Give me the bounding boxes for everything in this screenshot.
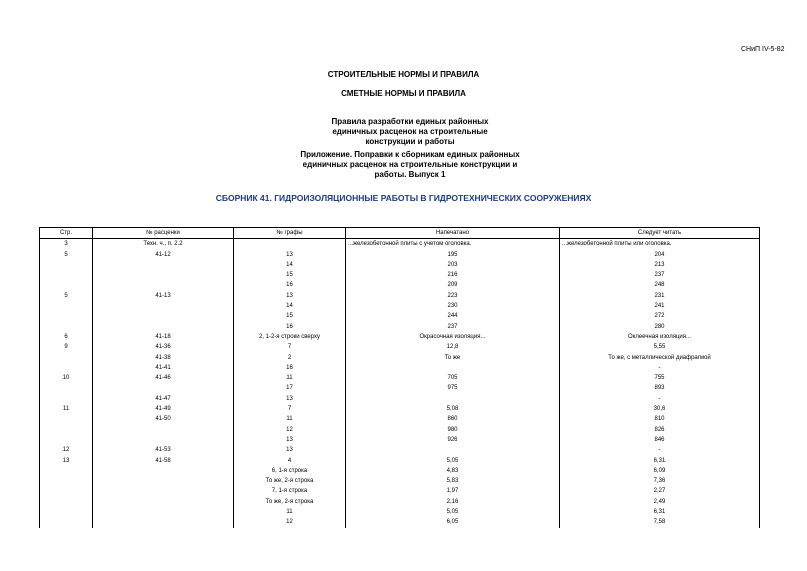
cell-printed: 926: [346, 435, 560, 445]
cell-rate-no: 41-58: [93, 456, 234, 466]
table-row: [40, 404, 760, 414]
cell-page: [40, 260, 93, 270]
heading-building-norms: СТРОИТЕЛЬНЫЕ НОРМЫ И ПРАВИЛА: [327, 70, 480, 79]
heading-estimate-norms: СМЕТНЫЕ НОРМЫ И ПРАВИЛА: [341, 89, 466, 98]
cell-rate-no: 41-36: [93, 342, 234, 352]
cell-rate-no: [93, 425, 234, 435]
cell-printed: 980: [346, 425, 560, 435]
cell-page: [40, 486, 93, 496]
table-row: [40, 466, 760, 476]
cell-column-no: 16: [234, 322, 346, 332]
cell-should-read: 231: [560, 291, 760, 301]
cell-column-no: 13: [234, 394, 346, 404]
cell-printed: [346, 363, 560, 373]
cell-page: 9: [40, 342, 93, 352]
cell-should-read: 30,6: [560, 404, 760, 414]
cell-page: 5: [40, 291, 93, 301]
table-row: [40, 280, 760, 290]
cell-page: [40, 507, 93, 517]
cell-should-read: 846: [560, 435, 760, 445]
cell-column-no: 7: [234, 342, 346, 352]
cell-should-read: -: [560, 363, 760, 373]
cell-rate-no: [93, 280, 234, 290]
heading-collection: СБОРНИК 41. ГИДРОИЗОЛЯЦИОННЫЕ РАБОТЫ В ГИДРОТЕХНИЧЕСКИХ СООРУЖЕНИЯХ: [215, 193, 592, 203]
table-row: [40, 301, 760, 311]
table-row: [40, 373, 760, 383]
cell-printed: Окрасочная изоляция...: [346, 332, 560, 342]
table-row: [40, 425, 760, 435]
cell-column-no: 7: [234, 404, 346, 414]
cell-page: [40, 383, 93, 393]
cell-should-read: 6,31: [560, 456, 760, 466]
cell-column-no: То же, 2-я строка: [234, 476, 346, 486]
cell-column-no: 13: [234, 291, 346, 301]
table-row: [40, 322, 760, 332]
cell-printed: 860: [346, 414, 560, 424]
cell-page: [40, 466, 93, 476]
cell-rate-no: [93, 301, 234, 311]
cell-page: 5: [40, 250, 93, 260]
cell-column-no: 12: [234, 517, 346, 527]
cell-column-no: 15: [234, 270, 346, 280]
cell-should-read: ...железобетонной плиты или оголовка.: [560, 239, 760, 250]
cell-should-read: 893: [560, 383, 760, 393]
cell-rate-no: 41-49: [93, 404, 234, 414]
cell-rate-no: [93, 476, 234, 486]
cell-printed: 5,05: [346, 507, 560, 517]
cell-should-read: 7,36: [560, 476, 760, 486]
cell-column-no: 15: [234, 311, 346, 321]
cell-should-read: -: [560, 445, 760, 455]
document-code: СНиП IV-5-82: [741, 46, 785, 53]
table-row: [40, 342, 760, 352]
table-row: [40, 456, 760, 466]
col-header-printed: Напечатано: [346, 228, 560, 239]
cell-column-no: 14: [234, 301, 346, 311]
cell-should-read: -: [560, 394, 760, 404]
cell-printed: 1,97: [346, 486, 560, 496]
cell-rate-no: [93, 435, 234, 445]
cell-should-read: 2,49: [560, 497, 760, 507]
cell-printed: 237: [346, 322, 560, 332]
cell-printed: 12,8: [346, 342, 560, 352]
cell-should-read: 237: [560, 270, 760, 280]
table-row: [40, 311, 760, 321]
cell-column-no: 7, 1-я строка: [234, 486, 346, 496]
cell-page: [40, 301, 93, 311]
cell-page: [40, 270, 93, 280]
cell-rate-no: 41-53: [93, 445, 234, 455]
cell-column-no: 4: [234, 456, 346, 466]
cell-rate-no: 41-50: [93, 414, 234, 424]
cell-should-read: 272: [560, 311, 760, 321]
cell-page: 6: [40, 332, 93, 342]
table-row: [40, 239, 760, 250]
cell-should-read: 810: [560, 414, 760, 424]
cell-column-no: 11: [234, 373, 346, 383]
cell-page: 11: [40, 404, 93, 414]
col-header-page: Стр.: [40, 228, 93, 239]
heading-appendix: Приложение. Поправки к сборникам единых районных единичных расценок на строительные конструкции и работы. Выпуск 1: [300, 150, 520, 179]
cell-page: [40, 363, 93, 373]
cell-column-no: 14: [234, 260, 346, 270]
cell-page: 3: [40, 239, 93, 250]
cell-printed: [346, 394, 560, 404]
cell-printed: 6,05: [346, 517, 560, 527]
cell-page: [40, 311, 93, 321]
table-row: [40, 332, 760, 342]
cell-rate-no: [93, 311, 234, 321]
cell-should-read: 241: [560, 301, 760, 311]
table-row: [40, 394, 760, 404]
col-header-should-read: Следует читать: [560, 228, 760, 239]
cell-should-read: Оклеечная изоляция...: [560, 332, 760, 342]
table-row: [40, 363, 760, 373]
cell-printed: 5,08: [346, 404, 560, 414]
table-row: [40, 507, 760, 517]
table-row: [40, 353, 760, 363]
cell-column-no: 13: [234, 250, 346, 260]
cell-page: 12: [40, 445, 93, 455]
cell-rate-no: [93, 270, 234, 280]
cell-printed: [346, 445, 560, 455]
table-row: [40, 445, 760, 455]
cell-printed: 705: [346, 373, 560, 383]
cell-printed: 2,16: [346, 497, 560, 507]
cell-page: [40, 517, 93, 527]
cell-column-no: То же, 2-я строка: [234, 497, 346, 507]
cell-rate-no: [93, 517, 234, 527]
cell-page: [40, 414, 93, 424]
cell-column-no: 16: [234, 363, 346, 373]
cell-column-no: 2, 1-2-я строки сверху: [234, 332, 346, 342]
cell-rate-no: 41-46: [93, 373, 234, 383]
cell-page: [40, 280, 93, 290]
cell-should-read: 6,09: [560, 466, 760, 476]
cell-printed: 223: [346, 291, 560, 301]
cell-rate-no: [93, 507, 234, 517]
cell-page: [40, 394, 93, 404]
cell-column-no: 11: [234, 507, 346, 517]
cell-printed: 5,05: [346, 456, 560, 466]
col-header-rate-no: № расценки: [93, 228, 234, 239]
cell-rate-no: [93, 466, 234, 476]
table-row: [40, 497, 760, 507]
cell-printed: 195: [346, 250, 560, 260]
cell-column-no: 16: [234, 280, 346, 290]
cell-rate-no: [93, 322, 234, 332]
table-row: [40, 260, 760, 270]
cell-should-read: 2,27: [560, 486, 760, 496]
table-row: [40, 517, 760, 527]
cell-printed: 975: [346, 383, 560, 393]
cell-printed: 216: [346, 270, 560, 280]
corrections-table: [39, 227, 760, 528]
cell-should-read: 5,55: [560, 342, 760, 352]
table-row: [40, 383, 760, 393]
cell-column-no: [234, 239, 346, 250]
cell-column-no: 13: [234, 435, 346, 445]
cell-rate-no: Техн. ч., п. 2.2: [93, 239, 234, 250]
cell-printed: 203: [346, 260, 560, 270]
cell-should-read: 280: [560, 322, 760, 332]
cell-should-read: 755: [560, 373, 760, 383]
cell-printed: 230: [346, 301, 560, 311]
cell-printed: 4,83: [346, 466, 560, 476]
cell-page: [40, 435, 93, 445]
heading-rules: Правила разработки единых районных единичных расценок на строительные конструкции и работы: [331, 117, 489, 146]
cell-should-read: 248: [560, 280, 760, 290]
col-header-column-no: № графы: [234, 228, 346, 239]
cell-page: [40, 497, 93, 507]
cell-rate-no: [93, 260, 234, 270]
cell-page: 13: [40, 456, 93, 466]
cell-should-read: 7,58: [560, 517, 760, 527]
table-row: [40, 476, 760, 486]
table-row: [40, 414, 760, 424]
cell-printed: 5,83: [346, 476, 560, 486]
table-row: [40, 291, 760, 301]
cell-column-no: 11: [234, 414, 346, 424]
table-row: [40, 435, 760, 445]
cell-column-no: 17: [234, 383, 346, 393]
cell-column-no: 2: [234, 353, 346, 363]
cell-rate-no: 41-41: [93, 363, 234, 373]
cell-should-read: То же, с металлической диафрагмой: [560, 353, 760, 363]
table-row: [40, 270, 760, 280]
cell-printed: 244: [346, 311, 560, 321]
cell-page: [40, 476, 93, 486]
table-row: [40, 250, 760, 260]
cell-column-no: 12: [234, 425, 346, 435]
cell-column-no: 13: [234, 445, 346, 455]
cell-rate-no: 41-12: [93, 250, 234, 260]
cell-should-read: 204: [560, 250, 760, 260]
cell-rate-no: 41-18: [93, 332, 234, 342]
cell-rate-no: [93, 383, 234, 393]
cell-rate-no: [93, 497, 234, 507]
cell-rate-no: 41-13: [93, 291, 234, 301]
cell-column-no: 6, 1-я строка: [234, 466, 346, 476]
cell-rate-no: 41-38: [93, 353, 234, 363]
cell-page: [40, 322, 93, 332]
cell-rate-no: 41-47: [93, 394, 234, 404]
cell-page: [40, 353, 93, 363]
cell-page: [40, 425, 93, 435]
cell-should-read: 6,31: [560, 507, 760, 517]
table-row: [40, 486, 760, 496]
cell-page: 10: [40, 373, 93, 383]
cell-rate-no: [93, 486, 234, 496]
cell-printed: ...железобетонной плиты с учетом оголовка.: [346, 239, 560, 250]
cell-should-read: 826: [560, 425, 760, 435]
table-header-row: [40, 228, 760, 239]
cell-printed: 209: [346, 280, 560, 290]
cell-printed: То же: [346, 353, 560, 363]
cell-should-read: 213: [560, 260, 760, 270]
